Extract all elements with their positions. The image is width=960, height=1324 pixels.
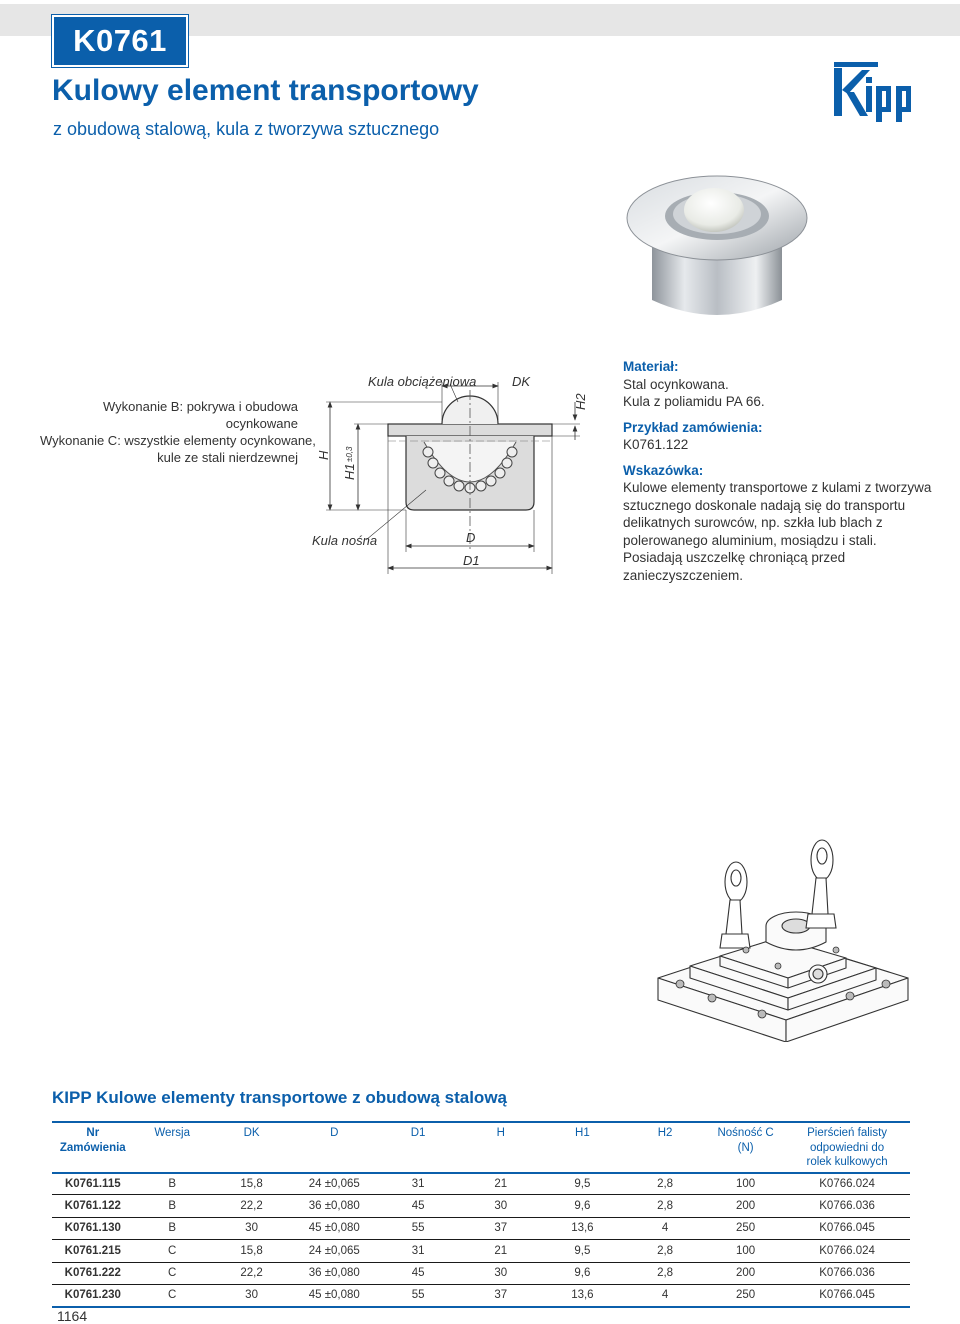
col-load-line: Nośność C: [717, 1127, 774, 1139]
cell-h1: 13,6: [571, 1222, 594, 1235]
cell-dk: 22,2: [240, 1200, 263, 1213]
material-heading: Materiał:: [623, 359, 679, 374]
cell-version: C: [168, 1267, 177, 1280]
application-illustration: [650, 838, 912, 1042]
note-line: delikatnych surowców, np. szkła lub blach z: [623, 515, 883, 530]
cell-load: 200: [736, 1200, 756, 1213]
cell-load: 250: [736, 1289, 756, 1302]
cell-version: B: [168, 1200, 177, 1213]
page-number: 1164: [57, 1308, 88, 1324]
variant-description: [40, 398, 316, 466]
cell-d1: 45: [411, 1200, 425, 1213]
product-code-badge: K0761: [52, 15, 188, 67]
table-title: KIPP Kulowe elementy transportowe z obudową stalową: [52, 1088, 507, 1107]
cell-d: 45 ±0,080: [308, 1289, 360, 1302]
variant-line: Wykonanie C: wszystkie elementy ocynkowane,: [40, 433, 316, 448]
specification-block: [623, 358, 943, 584]
cell-load: 200: [736, 1267, 756, 1280]
col-h2: H2: [657, 1127, 673, 1139]
cell-h2: 2,8: [657, 1244, 674, 1257]
cell-order-no: K0761.215: [64, 1244, 121, 1257]
product-photo: [622, 160, 812, 330]
page-subtitle: z obudową stalową, kula z tworzywa sztucznego: [53, 119, 440, 139]
note-line: polerowanego aluminium, mosiądzu i stali.: [623, 532, 877, 548]
cell-h2: 2,8: [657, 1200, 674, 1213]
cell-h1: 9,5: [574, 1244, 591, 1257]
material-line: Kula z poliamidu PA 66.: [623, 394, 765, 409]
col-ring-line: rolek kulkowych: [806, 1156, 888, 1168]
label-h1: H1: [342, 463, 357, 480]
cell-order-no: K0761.115: [64, 1177, 121, 1190]
table-row: [52, 1217, 910, 1239]
cell-dk: 15,8: [240, 1244, 263, 1257]
cell-d1: 55: [411, 1289, 425, 1302]
label-h: H: [316, 450, 331, 460]
col-ring-line: odpowiedni do: [810, 1141, 885, 1154]
label-d: D: [466, 530, 476, 545]
table-row: [52, 1173, 910, 1195]
order-example: K0761.122: [623, 437, 689, 452]
cell-h1: 9,6: [574, 1267, 591, 1280]
product-table: [52, 1121, 910, 1308]
cell-ring: K0766.024: [819, 1177, 875, 1190]
col-dk: DK: [243, 1127, 260, 1139]
table-header-row: [52, 1122, 910, 1173]
cell-ring: K0766.036: [819, 1200, 875, 1213]
col-d: D: [330, 1127, 339, 1139]
cell-h: 30: [494, 1200, 508, 1213]
cell-dk: 30: [245, 1222, 258, 1235]
cell-dk: 15,8: [240, 1177, 263, 1190]
cell-d: 24 ±0,065: [308, 1177, 360, 1190]
cell-version: B: [168, 1222, 177, 1235]
col-d1: D1: [410, 1127, 426, 1139]
col-order-no: Nr Zamówienia: [59, 1127, 126, 1154]
cell-h1: 13,6: [571, 1289, 594, 1302]
cell-d: 36 ±0,080: [308, 1200, 360, 1213]
note-heading: Wskazówka:: [623, 462, 704, 478]
cell-d: 45 ±0,080: [308, 1222, 360, 1235]
col-version: Wersja: [154, 1127, 190, 1139]
cell-h: 37: [494, 1222, 508, 1235]
cell-d1: 55: [411, 1222, 425, 1235]
label-h1-tolerance: ±0,3: [345, 446, 354, 462]
table-row: [52, 1240, 910, 1262]
table-row: [52, 1284, 910, 1306]
label-h2: H2: [573, 393, 588, 410]
cell-h1: 9,6: [574, 1200, 591, 1213]
cell-load: 250: [736, 1222, 756, 1235]
cell-order-no: K0761.230: [64, 1289, 121, 1302]
cell-h: 37: [494, 1289, 508, 1302]
cell-order-no: K0761.222: [64, 1267, 121, 1280]
table-row: [52, 1262, 910, 1284]
order-example-heading: Przykład zamówienia:: [623, 419, 763, 435]
variant-line: Wykonanie B: pokrywa i obudowa: [103, 399, 298, 414]
cell-ring: K0766.024: [819, 1244, 875, 1257]
cell-d1: 31: [411, 1177, 425, 1190]
cell-h2: 2,8: [657, 1267, 674, 1280]
cell-dk: 30: [245, 1289, 258, 1302]
cell-d: 24 ±0,065: [308, 1244, 360, 1257]
cell-h2: 2,8: [657, 1177, 674, 1190]
cell-load: 100: [736, 1244, 756, 1257]
cell-order-no: K0761.122: [64, 1200, 121, 1213]
cell-version: B: [168, 1177, 177, 1190]
col-h: H: [496, 1127, 505, 1139]
note-line: Posiadają uszczelkę chroniącą przed: [623, 550, 846, 565]
col-ring-line: Pierścień falisty: [807, 1127, 888, 1139]
cell-h2: 4: [661, 1222, 669, 1235]
col-h1: H1: [575, 1127, 590, 1139]
cell-h: 30: [494, 1267, 508, 1280]
technical-drawing: [300, 362, 610, 582]
cell-h1: 9,5: [574, 1177, 591, 1190]
material-line: Stal ocynkowana.: [623, 376, 729, 392]
cell-h: 21: [494, 1177, 508, 1190]
cell-d: 36 ±0,080: [308, 1267, 360, 1280]
cell-load: 100: [736, 1177, 756, 1190]
cell-d1: 31: [411, 1244, 425, 1257]
note-line: Kulowe elementy transportowe z kulami z tworzywa: [623, 480, 932, 495]
label-load-ball: Kula obciążeniowa: [368, 374, 477, 389]
label-support-ball: Kula nośna: [312, 533, 378, 548]
table-row: [52, 1195, 910, 1217]
col-load: [707, 1122, 784, 1173]
col-load-line: (N): [737, 1141, 754, 1154]
label-dk: DK: [512, 374, 531, 389]
cell-h2: 4: [661, 1289, 669, 1302]
cell-version: C: [168, 1244, 177, 1257]
cell-h: 21: [494, 1244, 508, 1257]
cell-dk: 22,2: [240, 1267, 263, 1280]
variant-line: ocynkowane: [225, 416, 298, 431]
cell-ring: K0766.045: [819, 1222, 875, 1235]
cell-version: C: [168, 1289, 177, 1302]
label-d1: D1: [463, 553, 480, 568]
cell-ring: K0766.045: [819, 1289, 875, 1302]
note-line: sztucznego doskonale nadają się do transportu: [623, 497, 906, 513]
cell-order-no: K0761.130: [64, 1222, 121, 1235]
col-ring: [784, 1122, 910, 1173]
kipp-logo: [832, 58, 920, 124]
cell-d1: 45: [411, 1267, 425, 1280]
variant-line: kule ze stali nierdzewnej: [157, 450, 298, 465]
page-title: Kulowy element transportowy: [52, 74, 479, 107]
cell-ring: K0766.036: [819, 1267, 875, 1280]
note-line: zanieczyszczeniem.: [623, 567, 744, 583]
